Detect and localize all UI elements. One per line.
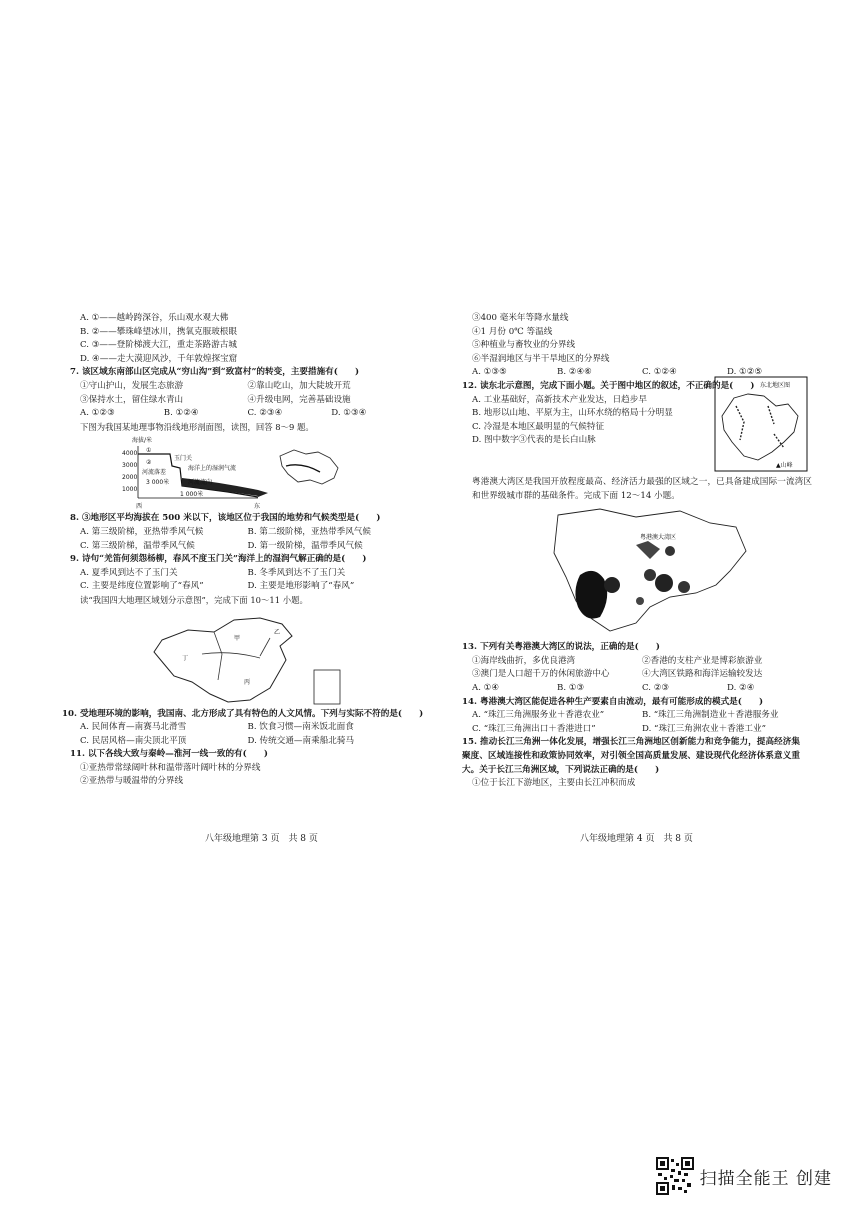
- q13-item-1: ①海岸线曲折，多优良港湾: [472, 655, 576, 666]
- q13-option-a: A. ①④: [472, 682, 500, 693]
- q11-item-2: ②亚热带与暖温带的分界线: [80, 776, 184, 787]
- city-marker: [678, 581, 690, 593]
- city-marker: [655, 574, 673, 592]
- q8-option-a: A. 第三级阶梯，亚热带季风气候: [80, 526, 204, 537]
- northeast-map-title: 东北地区图: [760, 381, 791, 389]
- q7-stem: 7. 该区域东南部山区完成从“穷山沟”到“致富村”的转变，主要措施有( ): [70, 367, 360, 378]
- airflow-arrowhead: [258, 490, 268, 497]
- q12-stem: 12. 读东北示意图，完成下面小题。关于图中地区的叙述，不正确的是( ): [462, 380, 755, 391]
- q11-option-b: B. ②④⑥: [557, 367, 592, 378]
- region-label-jia: 甲: [234, 634, 241, 642]
- mountain-range-1: [736, 406, 744, 440]
- q13-item-4: ④大湾区铁路和海洋运输较发达: [642, 669, 763, 680]
- q13-item-3: ③澳门是人口超千万的休闲旅游中心: [472, 669, 610, 680]
- q11-item-6: ⑥半湿润地区与半干旱地区的分界线: [472, 353, 610, 364]
- label-1: ①: [146, 447, 152, 455]
- q8-option-b: B. 第二级阶梯，亚热带季风气候: [247, 526, 371, 537]
- right-page-footer: 八年级地理第 4 页 共 8 页: [580, 834, 693, 844]
- greater-bay-area-label: 粤港澳大湾区: [640, 534, 677, 542]
- qr-code-icon: [656, 1157, 694, 1195]
- location-map-route: [286, 465, 320, 472]
- q14-option-a: A. “珠江三角洲服务业＋香港农业”: [472, 710, 605, 721]
- city-marker: [665, 546, 675, 556]
- q12-block: [462, 380, 812, 476]
- region-label-yi: 乙: [274, 628, 281, 636]
- q14-options-row1: [462, 709, 812, 723]
- label-river-drop: 河流落差: [142, 469, 167, 477]
- northeast-map: [714, 376, 808, 472]
- q10-option-d: D. 传统交通—南乘船北骑马: [247, 735, 355, 746]
- q10-options-row2: [70, 735, 415, 749]
- q13-option-b: B. ①③: [557, 682, 585, 693]
- northeast-map-frame: [715, 377, 807, 471]
- q12-option-b: B. 地形以山地、平原为主，山环水绕的格局十分明显: [472, 408, 673, 419]
- intro-12-14: 粤港澳大湾区是我国开放程度最高、经济活力最强的区域之一，已具备建成国际一流湾区和世界级城市群的基础条件。完成下面 12～14 小题。: [472, 476, 812, 501]
- region-boundary-line: [260, 638, 270, 656]
- y-axis-label: 海拔/米: [132, 437, 153, 445]
- q13-options: [462, 682, 812, 696]
- left-page: [62, 312, 424, 789]
- mountain-range-2: [768, 406, 774, 424]
- q9-option-a: A. 夏季风到达不了玉门关: [80, 567, 178, 578]
- q8-options-row1: [70, 526, 415, 540]
- q12-option-d: D. 图中数字③代表的是长白山脉: [472, 435, 596, 446]
- label-river-flow: 河流流向: [188, 479, 213, 487]
- q11-item-4: ④1 月份 0℃ 等温线: [472, 326, 553, 337]
- q6-option-d: D. ④——走大漠迎风沙，千年敦煌探宝窟: [80, 353, 238, 364]
- q9-option-d: D. 主要是地形影响了“春风”: [247, 581, 355, 592]
- watermark-text: 扫描全能王 创建: [699, 1168, 832, 1189]
- q9-option-c: C. 主要是纬度位置影响了“春风”: [80, 581, 204, 592]
- south-china-sea-inset: [314, 670, 340, 704]
- q10-option-a: A. 民间体育—南赛马北滑雪: [80, 722, 187, 733]
- q14-option-b: B. “珠江三角洲制造业＋香港服务业: [642, 710, 779, 721]
- northeast-region-outline: [722, 394, 798, 460]
- right-page: [462, 312, 812, 791]
- intro-8-9: 下图为我国某地理事物沿线地形剖面图，读图，回答 8～9 题。: [80, 421, 314, 432]
- q10-option-c: C. 民居风格—南尖顶北平顶: [80, 735, 187, 746]
- q11-item-5: ⑤种植业与畜牧业的分界线: [472, 340, 576, 351]
- region-boundary-line: [214, 632, 222, 680]
- q12-option-a: A. 工业基础好，高新技术产业发达，日趋步早: [472, 394, 647, 405]
- label-yumenguan: 玉门关: [174, 455, 193, 463]
- q7-option-c: C. ②③④: [247, 408, 283, 419]
- q11-option-a: A. ①③⑤: [472, 367, 507, 378]
- q14-option-c: C. “珠江三角洲出口＋香港进口”: [472, 723, 596, 734]
- terrain-profile-figure: [70, 434, 415, 512]
- dark-region-shading: [575, 571, 607, 619]
- q13-option-d: D. ②④: [727, 682, 755, 693]
- q13-items-row2: [462, 668, 812, 682]
- region-label-bing: 丙: [244, 678, 251, 686]
- label-3000m: 3 000米: [146, 479, 170, 487]
- q7-item-2: ②靠山吃山，加大陡坡开荒: [247, 380, 351, 391]
- city-area-shading: [636, 541, 660, 559]
- y-tick: 4000: [122, 450, 138, 458]
- q9-stem: 9. 诗句“羌笛何须怨杨柳，春风不度玉门关”海洋上的湿润气解正确的是( ): [70, 554, 367, 565]
- q14-option-d: D. “珠江三角洲农业＋香港工业”: [642, 723, 766, 734]
- china-regions-figure: [70, 608, 415, 708]
- q11-item-3: ③400 毫米年等降水量线: [472, 313, 569, 323]
- intro-10-11: 读“我国四大地理区域划分示意图”，完成下面 10～11 小题。: [80, 594, 308, 605]
- greater-bay-area-map: [540, 505, 800, 641]
- label-west: 西: [136, 503, 143, 511]
- greater-bay-area-figure: [462, 503, 812, 641]
- northeast-map-legend: ▲山峰: [776, 461, 793, 469]
- q6-option-b: B. ②——攀珠峰望冰川，携氧克服玻根眼: [80, 326, 237, 337]
- q9-options-row2: [70, 580, 415, 594]
- q10-option-b: B. 饮食习惯—南米饭北面食: [247, 722, 354, 733]
- scanner-watermark: [656, 1157, 832, 1195]
- q7-items-row2: [70, 394, 415, 408]
- q15-stem: 15. 推动长江三角洲一体化发展，增强长江三角洲地区创新能力和竞争能力，提高经济集聚度、区域连接性和政策协同效率，对引领全国高质量发展、建设现代化经济体系意义重大。关于长江三角洲区域，下列说法正确的是( ): [462, 737, 800, 775]
- q7-item-4: ④升级电网，完善基础设施: [247, 394, 351, 405]
- city-marker: [644, 569, 656, 581]
- q9-options-row1: [70, 567, 415, 581]
- label-1000m: 1 000米: [180, 491, 204, 499]
- q13-item-2: ②香港的支柱产业是博彩旅游业: [642, 655, 763, 666]
- q9-option-b: B. 冬季风到达不了玉门关: [247, 567, 346, 578]
- terrain-profile-svg: [108, 434, 368, 512]
- label-moist-air: 海洋上的湿润气流: [188, 465, 237, 473]
- q12-text: [462, 380, 755, 448]
- q7-option-d: D. ①③④: [331, 408, 367, 419]
- q7-items-row1: [70, 380, 415, 394]
- q10-stem: 10. 受地理环境的影响，我国南、北方形成了具有特色的人文风情。下列与实际不符的是( ): [62, 708, 424, 719]
- q8-option-d: D. 第一级阶梯，温带季风气候: [247, 540, 363, 551]
- q8-stem: 8. ③地形区平均海拔在 500 米以下，该地区位于我国的地势和气候类型是( ): [70, 513, 381, 524]
- china-regions-svg: [110, 610, 370, 710]
- q8-options-row2: [70, 540, 415, 554]
- q12-option-c: C. 冷湿是本地区最明显的气候特征: [472, 421, 605, 432]
- y-tick: 2000: [122, 474, 138, 482]
- q6-option-c: C. ③——登阶梯渡大江，重走茶路游古城: [80, 340, 237, 351]
- q14-options-row2: [462, 723, 812, 737]
- q7-option-b: B. ①②④: [163, 408, 199, 419]
- q11-item-1: ①亚热带常绿阔叶林和温带落叶阔叶林的分界线: [80, 762, 261, 773]
- q7-item-1: ①守山护山，发展生态旅游: [80, 380, 184, 391]
- label-2: ②: [146, 459, 152, 467]
- q7-options: [70, 407, 415, 421]
- q6-option-a: A. ①——越岭跨深谷，乐山观水观大佛: [80, 313, 229, 323]
- q7-item-3: ③保持水土，留住绿水青山: [80, 394, 184, 405]
- y-tick: 3000: [122, 462, 138, 470]
- q8-option-c: C. 第三级阶梯，温带季风气候: [80, 540, 195, 551]
- region-boundary-line: [202, 652, 260, 657]
- y-tick: 1000: [122, 486, 138, 494]
- q14-stem: 14. 粤港澳大湾区能促进各种生产要素自由流动，最有可能形成的模式是( ): [462, 696, 764, 707]
- q11-option-c: C. ①②④: [642, 367, 677, 378]
- q13-items-row1: [462, 655, 812, 669]
- region-label-ding: 丁: [182, 654, 189, 662]
- city-marker: [604, 577, 620, 593]
- q13-stem: 13. 下列有关粤港澳大湾区的说法，正确的是( ): [462, 642, 660, 653]
- left-page-footer: 八年级地理第 3 页 共 8 页: [205, 834, 318, 844]
- q7-option-a: A. ①②③: [80, 408, 115, 419]
- city-marker: [636, 597, 644, 605]
- label-east: 东: [254, 503, 261, 511]
- china-map-outline: [154, 618, 292, 702]
- q10-options-row1: [70, 721, 415, 735]
- q11-stem: 11. 以下各线大致与秦岭—淮河一线一致的有( ): [70, 749, 268, 760]
- q15-item-1: ①位于长江下游地区，主要由长江冲积而成: [472, 778, 636, 789]
- q11-option-d: D. ①②⑤: [727, 367, 763, 378]
- q13-option-c: C. ②③: [642, 682, 670, 693]
